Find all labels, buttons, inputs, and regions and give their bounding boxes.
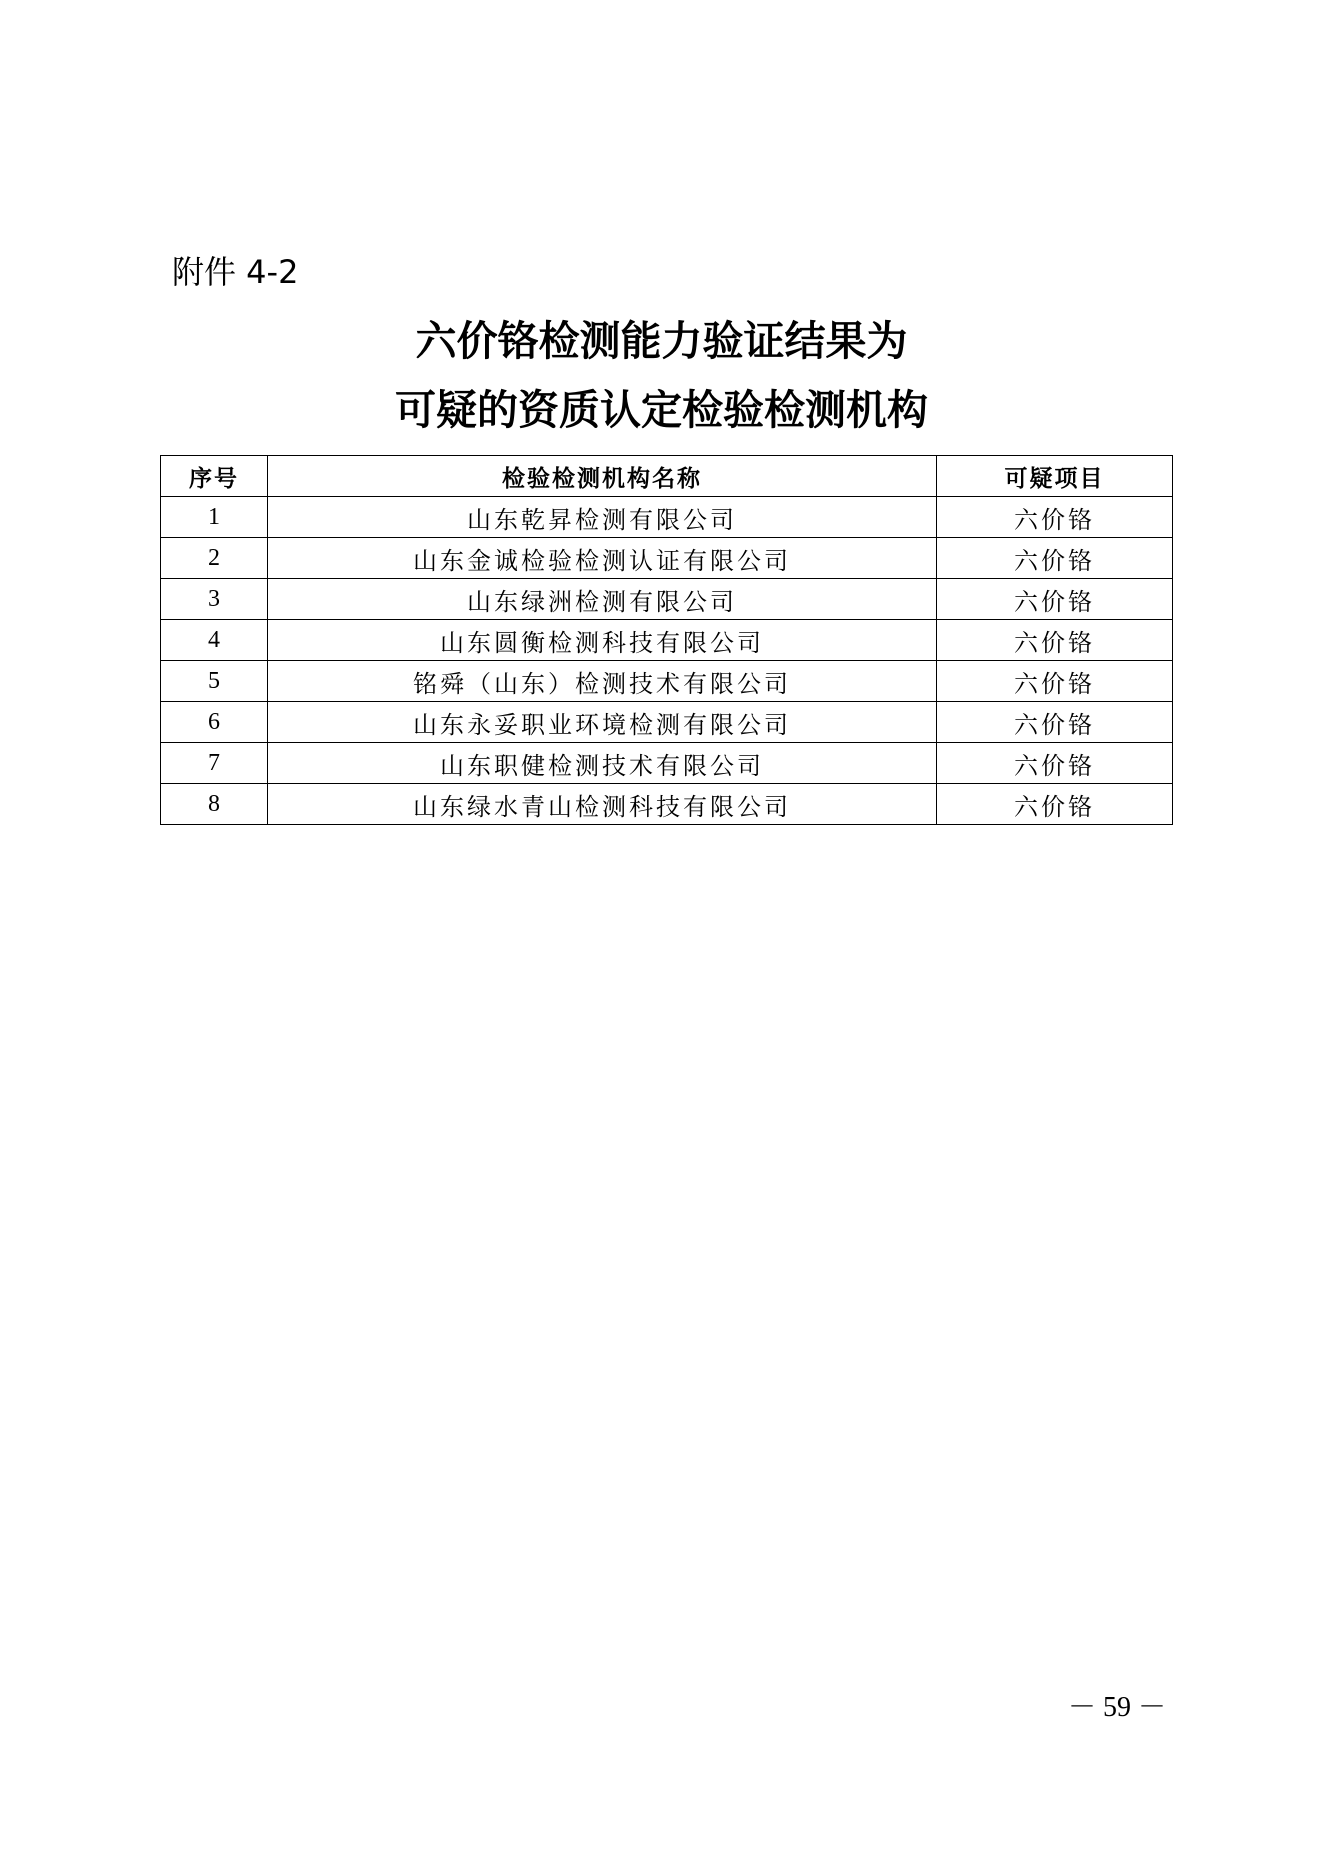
table-row bbox=[161, 579, 1173, 620]
row-institution-name: 山东永妥职业环境检测有限公司 bbox=[268, 702, 937, 743]
row-suspicious-item: 六价铬 bbox=[937, 784, 1173, 825]
row-suspicious-item: 六价铬 bbox=[937, 620, 1173, 661]
row-suspicious-item: 六价铬 bbox=[937, 661, 1173, 702]
table-row bbox=[161, 538, 1173, 579]
row-serial-number: 5 bbox=[161, 661, 268, 702]
header-suspicious-item: 可疑项目 bbox=[937, 456, 1173, 497]
row-institution-name: 山东乾昇检测有限公司 bbox=[268, 497, 937, 538]
table-header-row bbox=[161, 456, 1173, 497]
row-suspicious-item: 六价铬 bbox=[937, 743, 1173, 784]
row-serial-number: 4 bbox=[161, 620, 268, 661]
table-row bbox=[161, 620, 1173, 661]
row-serial-number: 3 bbox=[161, 579, 268, 620]
table-row bbox=[161, 661, 1173, 702]
table-row bbox=[161, 702, 1173, 743]
row-institution-name: 山东绿洲检测有限公司 bbox=[268, 579, 937, 620]
document-title-line-1: 六价铬检测能力验证结果为 bbox=[415, 317, 908, 365]
table-row bbox=[161, 784, 1173, 825]
attachment-label: 附件 4-2 bbox=[172, 253, 299, 291]
row-suspicious-item: 六价铬 bbox=[937, 538, 1173, 579]
document-title-line-2: 可疑的资质认定检验检测机构 bbox=[395, 386, 928, 434]
header-serial-number: 序号 bbox=[161, 456, 268, 497]
row-institution-name: 山东圆衡检测科技有限公司 bbox=[268, 620, 937, 661]
results-table bbox=[160, 455, 1173, 825]
row-serial-number: 6 bbox=[161, 702, 268, 743]
row-serial-number: 2 bbox=[161, 538, 268, 579]
row-suspicious-item: 六价铬 bbox=[937, 579, 1173, 620]
row-serial-number: 7 bbox=[161, 743, 268, 784]
row-serial-number: 1 bbox=[161, 497, 268, 538]
row-suspicious-item: 六价铬 bbox=[937, 497, 1173, 538]
row-institution-name: 山东职健检测技术有限公司 bbox=[268, 743, 937, 784]
row-institution-name: 山东金诚检验检测认证有限公司 bbox=[268, 538, 937, 579]
row-serial-number: 8 bbox=[161, 784, 268, 825]
row-suspicious-item: 六价铬 bbox=[937, 702, 1173, 743]
table-row bbox=[161, 743, 1173, 784]
row-institution-name: 铭舜（山东）检测技术有限公司 bbox=[268, 661, 937, 702]
table-row bbox=[161, 497, 1173, 538]
row-institution-name: 山东绿水青山检测科技有限公司 bbox=[268, 784, 937, 825]
header-institution-name: 检验检测机构名称 bbox=[268, 456, 937, 497]
page-number: － 59 － bbox=[1068, 1692, 1167, 1723]
